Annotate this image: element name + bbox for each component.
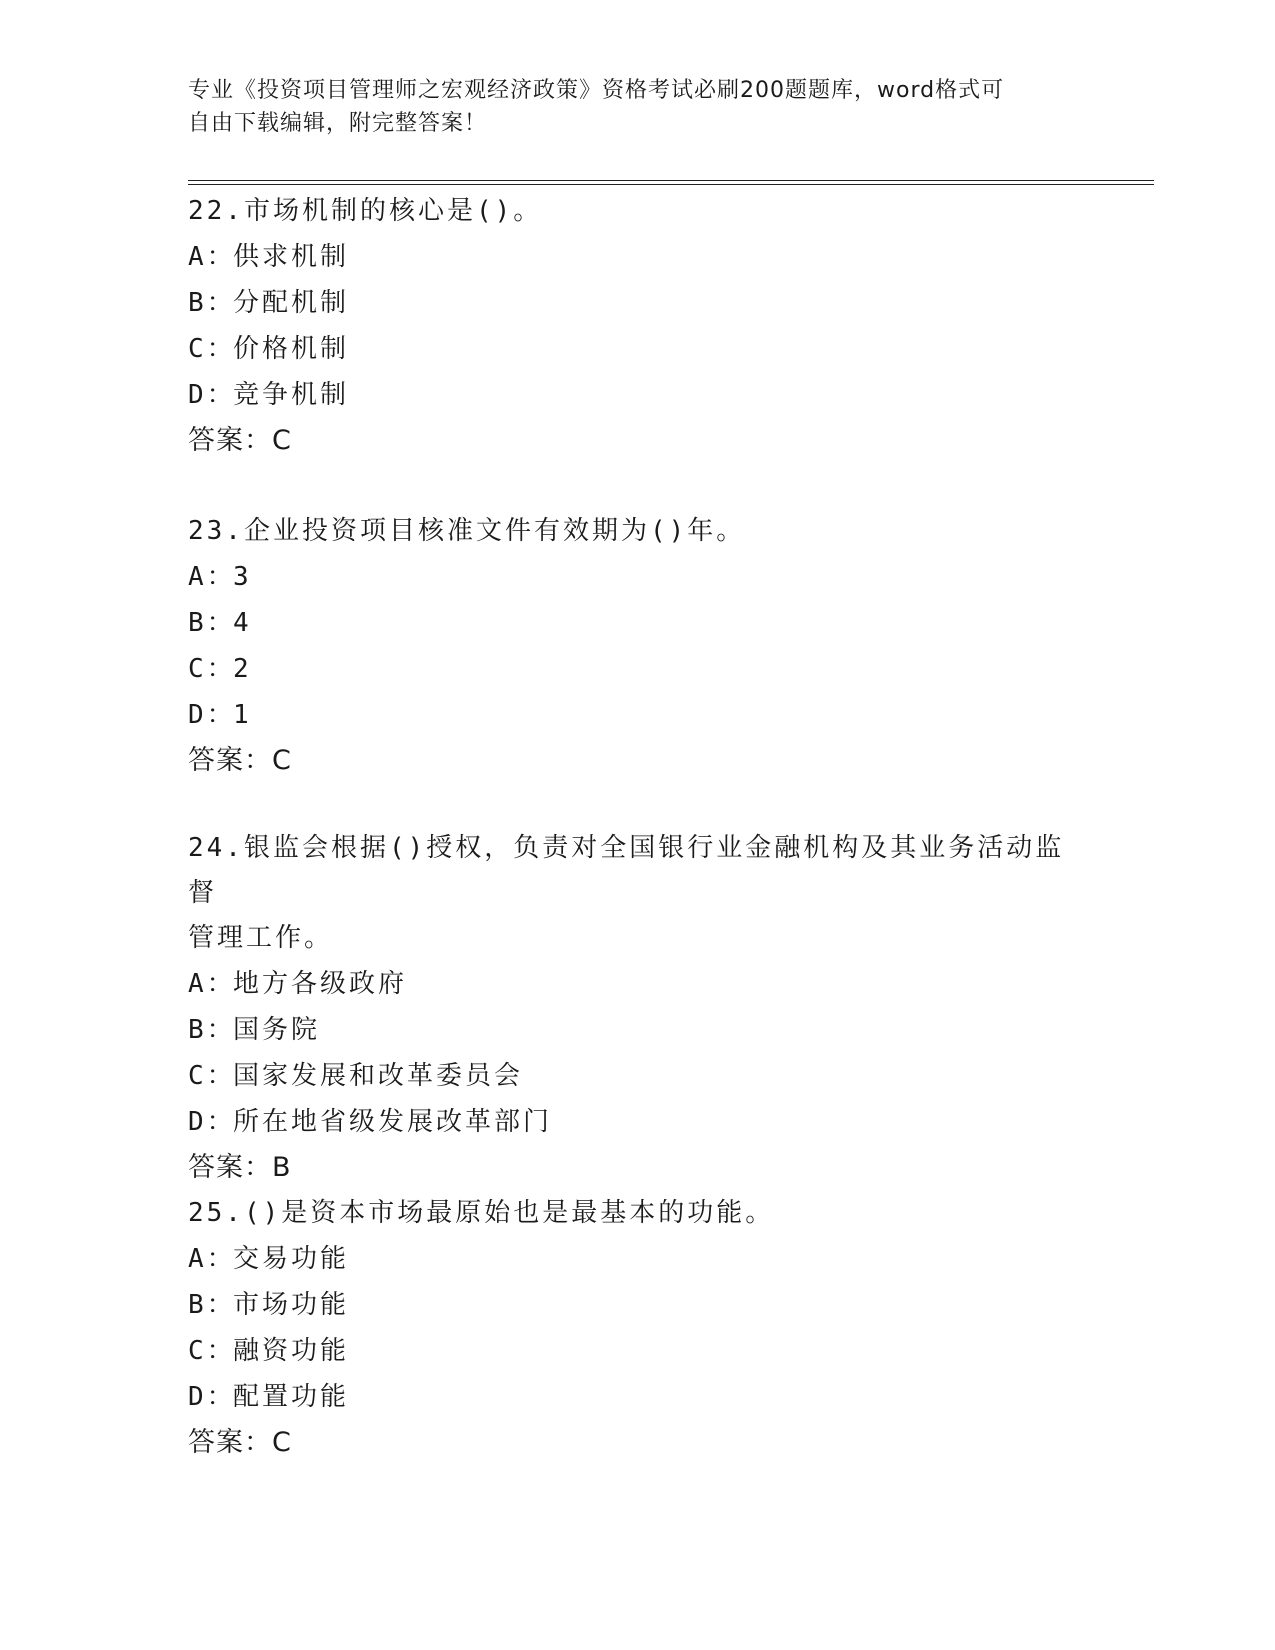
question-stem: 23.企业投资项目核准文件有效期为()年。 (188, 516, 746, 546)
option-text: 4 (233, 608, 252, 638)
option-letter: D： (188, 1107, 236, 1137)
answer: 答案：C (188, 745, 292, 776)
option-c (188, 1328, 1088, 1374)
option-c (188, 326, 1088, 372)
option-text: 融资功能 (233, 1336, 350, 1366)
header-divider-bottom (188, 184, 1154, 185)
option-letter: B： (188, 608, 236, 638)
option-letter: A： (188, 562, 236, 592)
option-text: 所在地省级发展改革部门 (233, 1107, 553, 1137)
option-c (188, 1053, 1088, 1099)
option-c (188, 646, 1088, 692)
answer: 答案：B (188, 1152, 292, 1183)
option-d (188, 1374, 1088, 1420)
question-stem: 22.市场机制的核心是()。 (188, 196, 543, 226)
option-text: 国家发展和改革委员会 (233, 1061, 524, 1091)
option-letter: B： (188, 1015, 236, 1045)
option-letter: D： (188, 700, 236, 730)
question-stem-line-2: 管理工作。 (188, 923, 334, 953)
option-a (188, 1236, 1088, 1282)
option-letter: C： (188, 1336, 236, 1366)
option-text: 国务院 (233, 1015, 321, 1045)
question-23 (188, 509, 1088, 784)
option-b (188, 1007, 1088, 1053)
option-d (188, 692, 1088, 738)
answer: 答案：C (188, 1427, 292, 1458)
option-text: 配置功能 (233, 1382, 350, 1412)
option-b (188, 600, 1088, 646)
option-letter: C： (188, 654, 236, 684)
option-text: 分配机制 (233, 288, 350, 318)
option-b (188, 280, 1088, 326)
option-text: 1 (233, 700, 252, 730)
header-line-2: 自由下载编辑，附完整答案！ (188, 111, 488, 136)
option-letter: A： (188, 1244, 236, 1274)
option-text: 价格机制 (233, 334, 350, 364)
option-text: 竞争机制 (233, 380, 350, 410)
option-letter: D： (188, 1382, 236, 1412)
option-text: 供求机制 (233, 242, 350, 272)
option-letter: B： (188, 288, 236, 318)
option-text: 2 (233, 654, 252, 684)
answer: 答案：C (188, 425, 292, 456)
option-text: 地方各级政府 (233, 969, 408, 999)
option-a (188, 554, 1088, 600)
option-b (188, 1282, 1088, 1328)
question-stem: 25.()是资本市场最原始也是最基本的功能。 (188, 1198, 775, 1228)
option-text: 交易功能 (233, 1244, 350, 1274)
option-letter: C： (188, 334, 236, 364)
option-letter: B： (188, 1290, 236, 1320)
option-text: 3 (233, 562, 252, 592)
question-22 (188, 189, 1088, 464)
question-25 (188, 1191, 1088, 1466)
option-a (188, 961, 1088, 1007)
option-letter: D： (188, 380, 236, 410)
document-header (188, 74, 1088, 140)
option-d (188, 1099, 1088, 1145)
header-divider-top (188, 180, 1154, 181)
option-letter: A： (188, 242, 236, 272)
question-stem-line-1: 24.银监会根据()授权，负责对全国银行业金融机构及其业务活动监督 (188, 833, 1065, 908)
option-d (188, 372, 1088, 418)
option-text: 市场功能 (233, 1290, 350, 1320)
question-24 (188, 826, 1088, 1191)
option-letter: A： (188, 969, 236, 999)
option-a (188, 234, 1088, 280)
option-letter: C： (188, 1061, 236, 1091)
header-line-1: 专业《投资项目管理师之宏观经济政策》资格考试必刷200题题库，word格式可 (188, 78, 1005, 103)
